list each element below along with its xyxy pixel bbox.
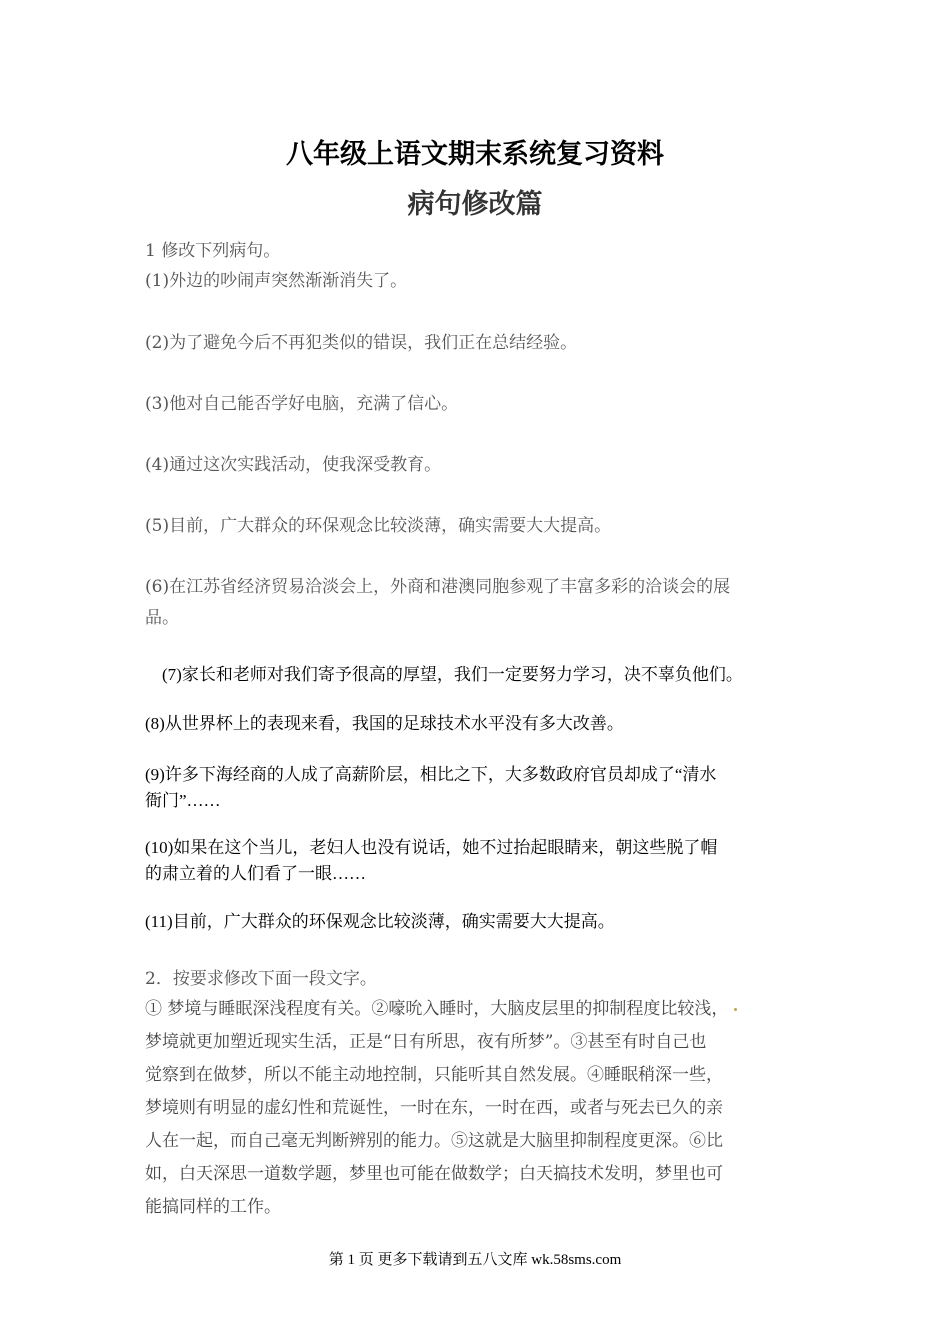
- page-subtitle: 病句修改篇: [407, 189, 543, 220]
- question-item: (6)在江苏省经济贸易洽淡会上，外商和港澳同胞参观了丰富多彩的洽谈会的展: [145, 577, 731, 597]
- question-item: (2)为了避免今后不再犯类似的错误，我们正在总结经验。: [145, 333, 578, 353]
- question-item: (7)家长和老师对我们寄予很高的厚望，我们一定要努力学习，决不辜负他们。: [162, 665, 743, 684]
- section2-heading: 2．按要求修改下面一段文字。: [145, 969, 377, 989]
- paragraph-line: [145, 994, 737, 1019]
- paragraph-line: 梦境则有明显的虚幻性和荒诞性，一时在东，一时在西，或者与死去已久的亲: [145, 1098, 723, 1118]
- question-item: (1)外边的吵闹声突然渐渐消失了。: [145, 271, 408, 291]
- page-title: 八年级上语文期末系统复习资料: [286, 139, 664, 170]
- question-item-continued: 的肃立着的人们看了一眼……: [145, 864, 366, 883]
- question-item: (3)他对自己能否学好电脑，充满了信心。: [145, 394, 459, 414]
- paragraph-line: 能搞同样的工作。: [145, 1197, 281, 1217]
- question-item-continued: 衙门”……: [145, 791, 221, 810]
- paragraph-text: ① 梦境与睡眠深浅程度有关。②嚎吮入睡时，大脑皮层里的抑制程度比较浅，: [145, 999, 729, 1019]
- paragraph-line: 人在一起，而自己毫无判断辨别的能力。⑤这就是大脑里抑制程度更深。⑥比: [145, 1131, 723, 1151]
- question-item: (10)如果在这个当儿，老妇人也没有说话，她不过抬起眼睛来，朝这些脱了帽: [145, 838, 718, 857]
- paragraph-line: 觉察到在做梦，所以不能主动地控制，只能听其自然发展。④睡眠稍深一些，: [145, 1065, 723, 1085]
- paragraph-line: 如，白天深思一道数学题，梦里也可能在做数学；白天搞技术发明，梦里也可: [145, 1164, 723, 1184]
- question-item: (5)目前，广大群众的环保观念比较淡薄，确实需要大大提高。: [145, 516, 612, 536]
- section1-heading: 1 修改下列病句。: [145, 241, 281, 261]
- question-item: (11)目前，广大群众的环保观念比较淡薄，确实需要大大提高。: [145, 912, 615, 931]
- page-footer: 第 1 页 更多下载请到五八文库 wk.58sms.com: [328, 1252, 622, 1268]
- question-item: (9)许多下海经商的人成了高薪阶层，相比之下，大多数政府官员却成了“清水: [145, 765, 717, 784]
- mark-dot: [734, 1008, 737, 1011]
- question-item: (4)通过这次实践活动，使我深受教育。: [145, 455, 442, 475]
- paragraph-line: 梦境就更加塑近现实生活，正是“日有所思，夜有所梦”。③甚至有时自己也: [145, 1032, 707, 1052]
- question-item: (8)从世界杯上的表现来看，我国的足球技术水平没有多大改善。: [145, 714, 624, 733]
- question-item-continued: 品。: [145, 608, 179, 628]
